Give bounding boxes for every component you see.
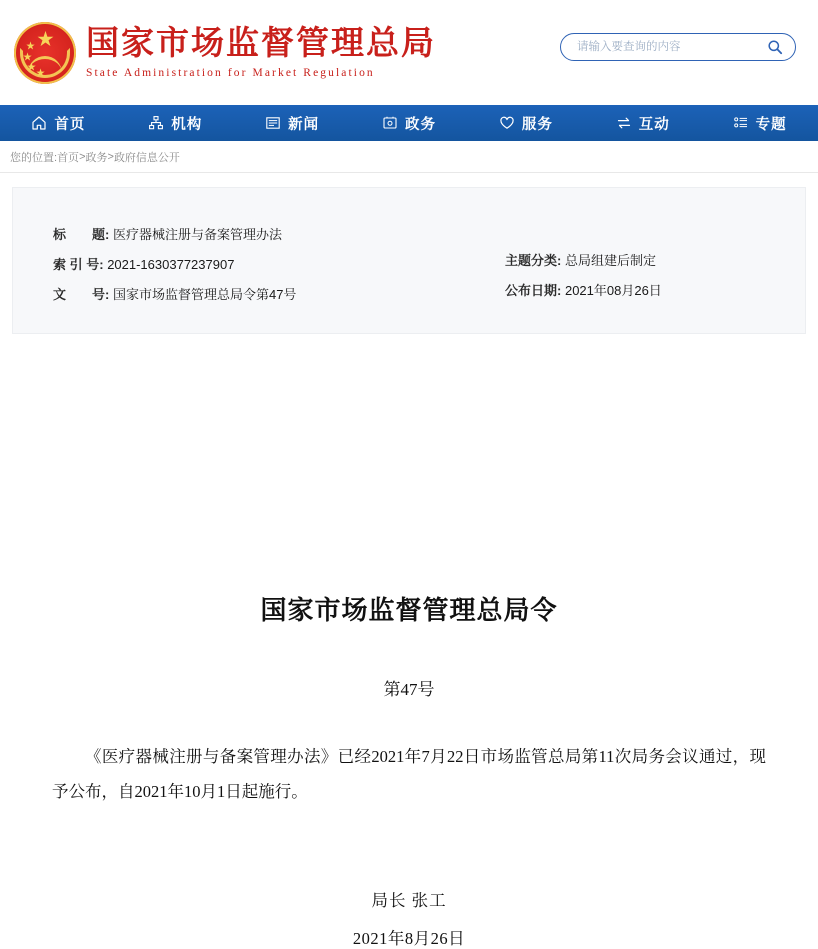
emblem-star: ★ [23,51,33,62]
meta-row-index [53,254,493,273]
content-area [0,173,818,949]
site-header [0,0,818,105]
government-icon [382,115,398,131]
nav-item-government[interactable] [351,105,468,141]
national-emblem-icon [14,22,76,84]
nav-item-news[interactable] [234,105,351,141]
meta-column-right [493,224,765,303]
breadcrumb-prefix: 您的位置: [10,151,58,164]
nav-item-organization[interactable] [117,105,234,141]
emblem-star: ★ [26,40,36,51]
document-title: 国家市场监督管理总局令 [260,596,558,625]
meta-value-category: 总局组建后制定 [564,253,656,268]
meta-row-title [53,224,493,243]
meta-row-spacer [505,224,765,239]
nav-item-interaction[interactable] [584,105,701,141]
meta-value-publishdate: 2021年08月26日 [564,283,662,298]
emblem-star: ★ [27,61,37,72]
emblem-star: ★ [36,67,46,78]
search-icon[interactable] [765,37,785,57]
breadcrumb-item-public-info[interactable]: 政府信息公开 [113,151,180,164]
exchange-icon [616,115,632,131]
meta-row-category [505,250,765,269]
breadcrumb-item-government[interactable]: 政务 [85,151,108,164]
home-icon [31,115,47,131]
site-title-cn: 国家市场监督管理总局 [86,25,436,62]
document-signer: 局长 张工 [371,891,447,911]
meta-label-category: 主题分类: [505,253,562,268]
meta-value-title: 医疗器械注册与备案管理办法 [112,227,282,242]
meta-column-left [53,224,493,303]
meta-value-index: 2021-1630377237907 [107,257,235,272]
nav-item-home[interactable] [0,105,117,141]
site-title-block [86,26,436,80]
news-icon [265,115,281,131]
meta-row-docnumber [53,284,493,303]
document-paragraph: 《医疗器械注册与备案管理办法》已经2021年7月22日市场监管总局第11次局务会议通过，现予公布，自2021年10月1日起施行。 [52,747,766,801]
meta-label-title: 标 题: [53,227,110,242]
heart-icon [499,115,515,131]
nav-label: 政务 [405,116,436,133]
meta-value-docnumber: 国家市场监督管理总局令第47号 [112,287,297,302]
nav-label: 互动 [638,116,670,133]
meta-label-docnumber: 文 号: [53,287,110,302]
search-box[interactable] [560,33,796,61]
breadcrumb-item-home[interactable]: 首页 [57,151,80,164]
breadcrumb-separator: > [79,150,86,163]
search-input[interactable] [575,40,765,54]
nav-label: 新闻 [288,116,320,133]
document-meta-box [12,187,806,334]
meta-label-index: 索 引 号: [53,257,104,272]
document-body [12,334,806,949]
nav-label: 机构 [171,116,203,133]
main-nav [0,105,818,141]
document-top-spacer [52,334,766,584]
nav-item-service[interactable] [467,105,584,141]
meta-label-publishdate: 公布日期: [505,283,562,298]
emblem-star: ★ [37,29,54,49]
document-number: 第47号 [383,680,435,699]
nav-label: 专题 [755,116,787,133]
nav-label: 首页 [54,116,86,133]
org-icon [148,115,164,131]
nav-item-topics[interactable] [701,105,818,141]
breadcrumb [0,141,818,173]
meta-row-publishdate [505,280,765,299]
list-icon [733,115,749,131]
nav-label: 服务 [521,116,553,133]
document-date: 2021年8月26日 [352,929,466,949]
breadcrumb-separator: > [107,150,114,163]
site-title-en: State Administration for Market Regulation [86,67,375,80]
